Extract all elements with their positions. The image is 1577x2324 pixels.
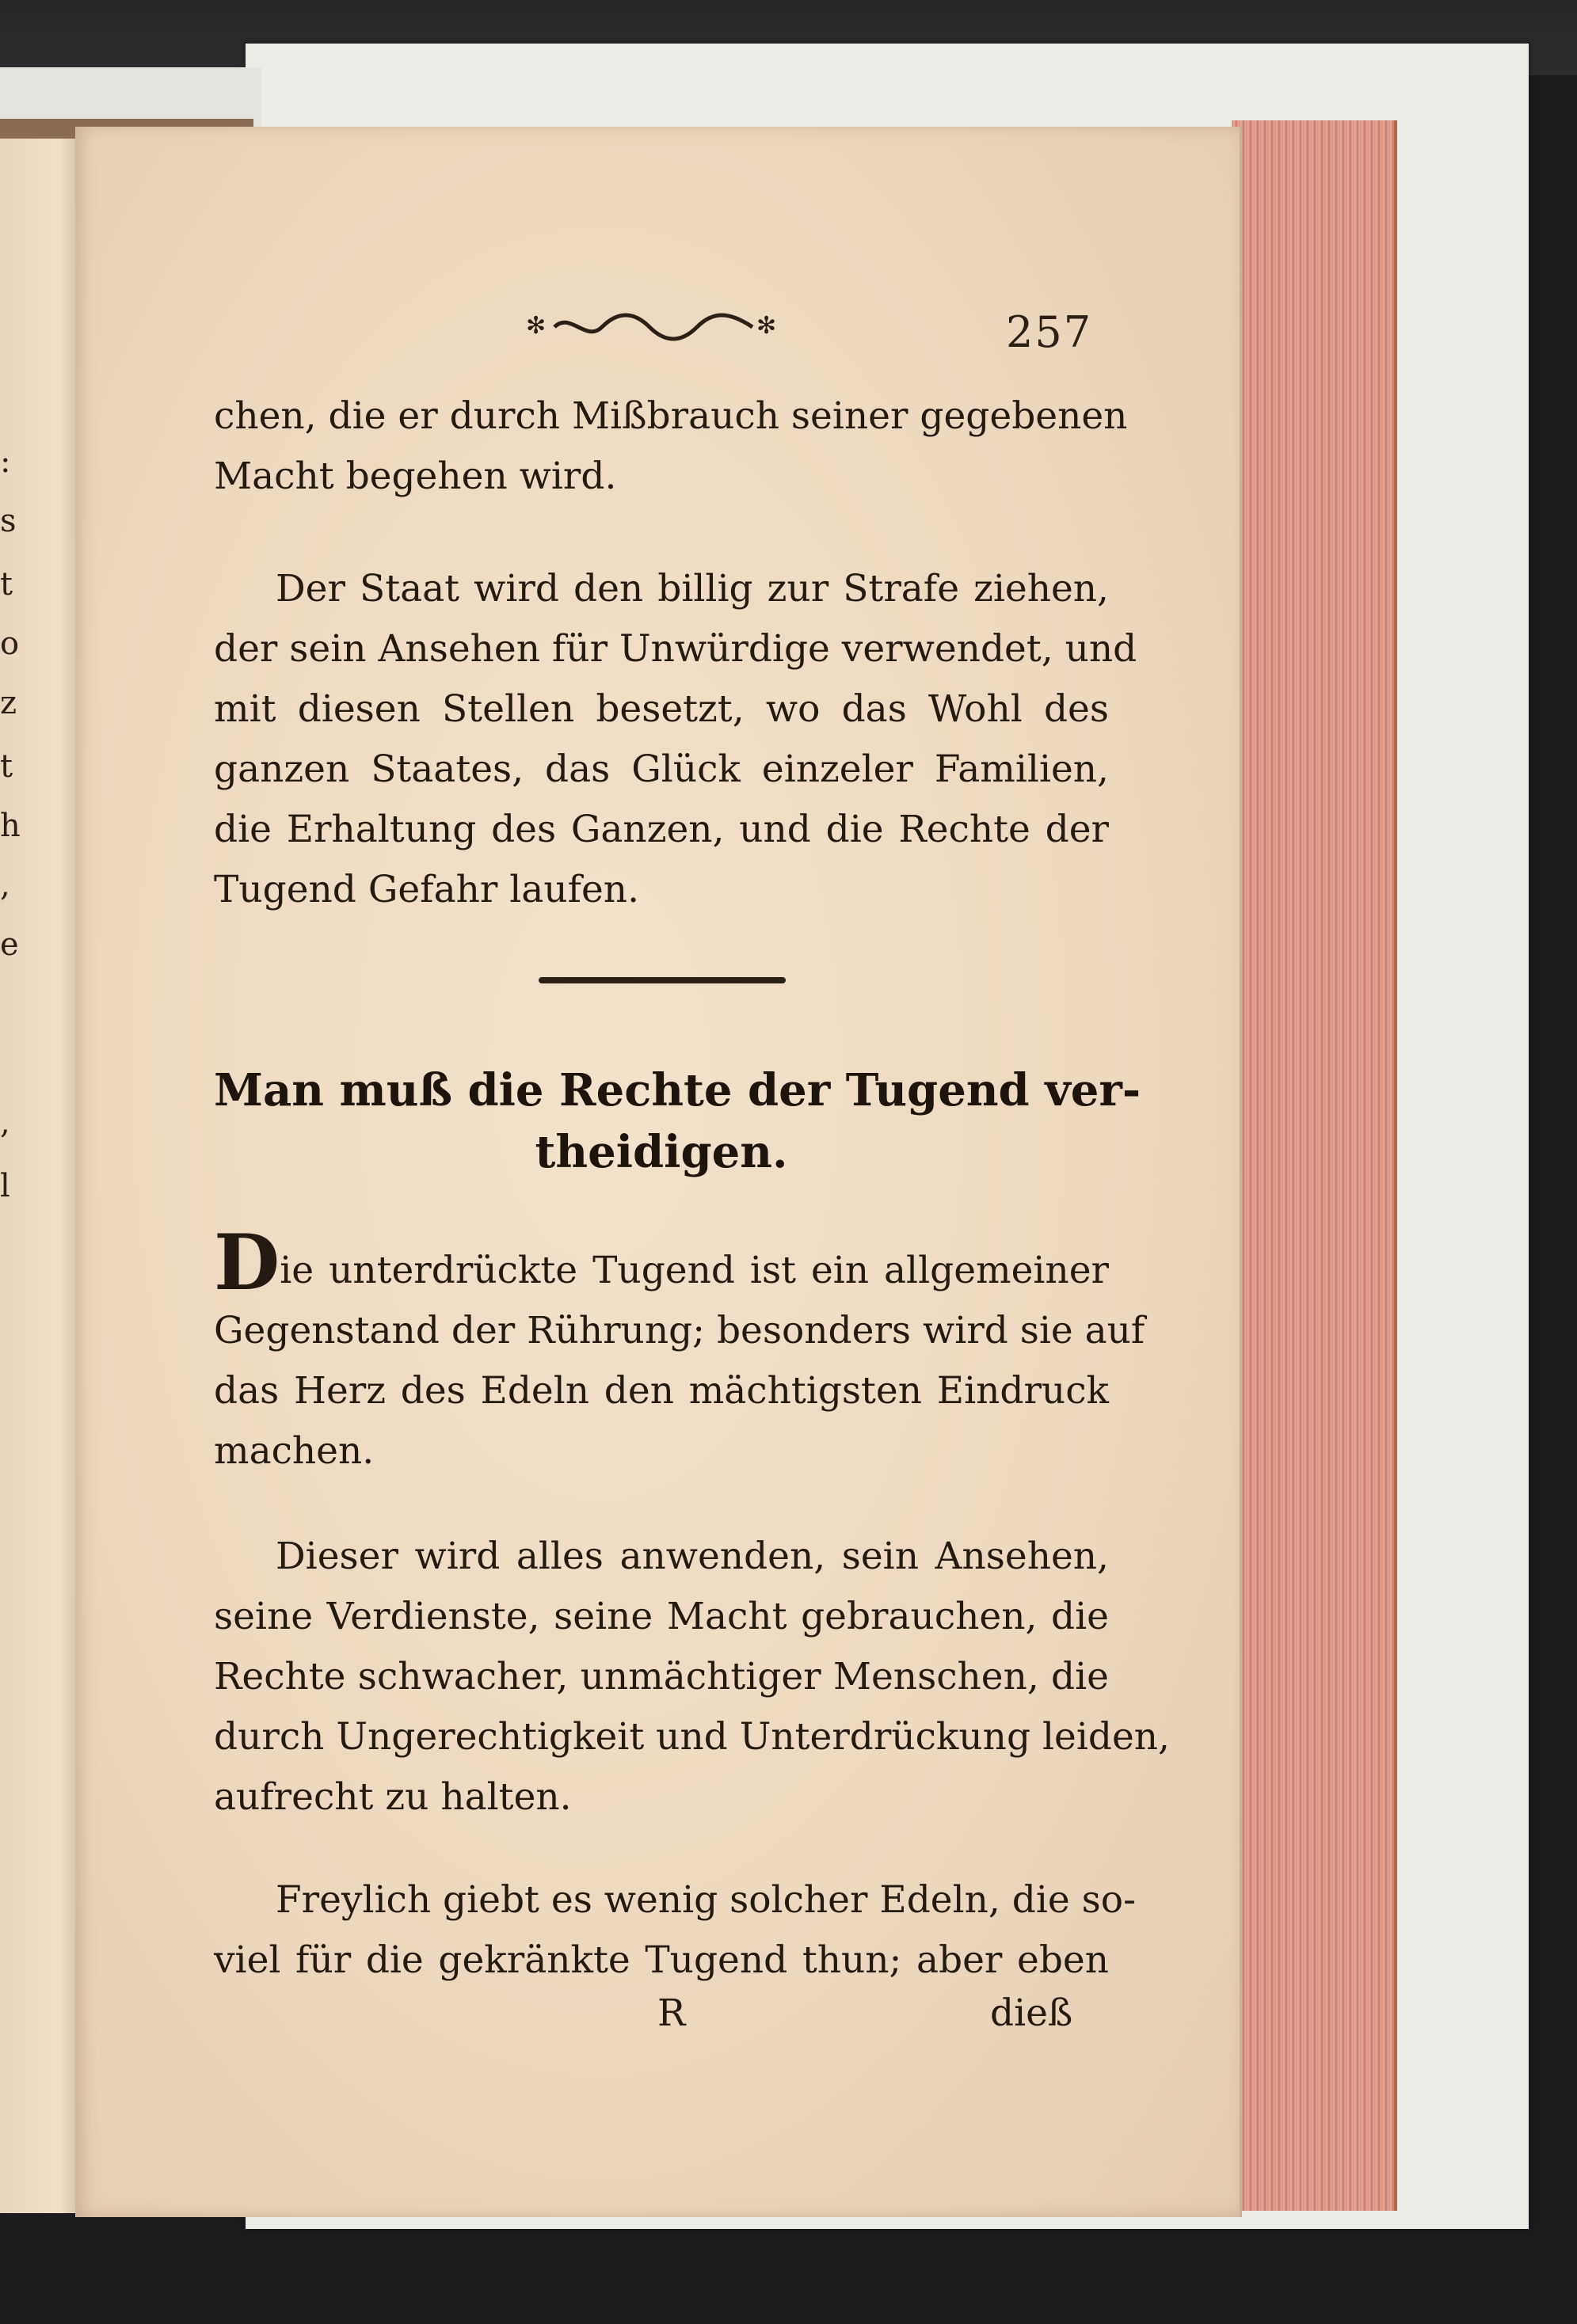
left-page-fragment: z: [0, 685, 17, 721]
text-line: Rechte schwacher, unmächtiger Menschen, die: [214, 1655, 1109, 1698]
page-edges: [1232, 120, 1397, 2211]
left-page-fragment: s: [0, 503, 17, 539]
text-line: Der Staat wird den billig zur Strafe ziehen,: [276, 567, 1109, 610]
svg-text:✻: ✻: [526, 312, 547, 340]
text-line: Gegenstand der Rührung; besonders wird sie auf: [214, 1309, 1145, 1352]
catchword: dieß: [990, 1991, 1073, 2035]
left-page: [0, 139, 87, 2213]
paragraph: [214, 1870, 1136, 1991]
text-line: seine Verdienste, seine Macht gebrauchen, die: [214, 1595, 1109, 1638]
left-page-fragment: o: [0, 626, 20, 662]
paragraph: [214, 1218, 1145, 1482]
section-heading: [214, 1059, 1141, 1183]
left-page-fragment: t: [0, 566, 13, 603]
left-page-fragment: l: [0, 1168, 10, 1204]
text-line: durch Ungerechtigkeit und Unterdrückung leiden,: [214, 1715, 1170, 1759]
text-line: chen, die er durch Mißbrauch seiner gegebenen: [214, 394, 1128, 438]
text-line: viel für die gekränkte Tugend thun; aber eben: [214, 1938, 1109, 1982]
ornament-icon: [523, 305, 784, 344]
section-rule: [539, 977, 786, 983]
text-line: das Herz des Edeln den mächtigsten Eindruck: [214, 1369, 1109, 1413]
text-line: machen.: [214, 1429, 375, 1473]
heading-line: theidigen.: [535, 1126, 788, 1178]
text-line: mit diesen Stellen besetzt, wo das Wohl des: [214, 687, 1109, 731]
left-page-fragment: :: [0, 443, 11, 480]
signature-mark: R: [657, 1991, 686, 2035]
left-page-fragment: e: [0, 926, 19, 963]
text-line: Macht begehen wird.: [214, 455, 617, 498]
left-page-fragment: ,: [0, 867, 10, 903]
heading-line: Man muß die Rechte der Tugend ver-: [214, 1064, 1141, 1116]
text-line: Dieser wird alles anwenden, sein Ansehen,: [276, 1535, 1109, 1578]
left-page-fragment: ,: [0, 1105, 10, 1141]
page-number: 257: [1006, 307, 1093, 357]
text-line: [214, 1218, 1109, 1307]
text-line-rest: ie unterdrückte Tugend ist ein allgemeiner: [280, 1249, 1109, 1292]
left-page-fragment: h: [0, 808, 21, 844]
text-line: ganzen Staates, das Glück einzeler Familien,: [214, 747, 1109, 791]
text-line: Freylich giebt es wenig solcher Edeln, die so-: [276, 1878, 1136, 1922]
text-line: der sein Ansehen für Unwürdige verwendet, und: [214, 627, 1137, 671]
text-line: aufrecht zu halten.: [214, 1775, 572, 1819]
paragraph: [214, 1527, 1170, 1828]
paragraph-continuation: [214, 386, 1128, 507]
text-line: die Erhaltung des Ganzen, und die Rechte der: [214, 808, 1109, 851]
left-page-fragment: t: [0, 748, 13, 785]
svg-text:✻: ✻: [756, 312, 777, 340]
drop-capital: D: [214, 1218, 280, 1307]
paragraph: [214, 559, 1137, 920]
text-line: Tugend Gefahr laufen.: [214, 868, 640, 911]
